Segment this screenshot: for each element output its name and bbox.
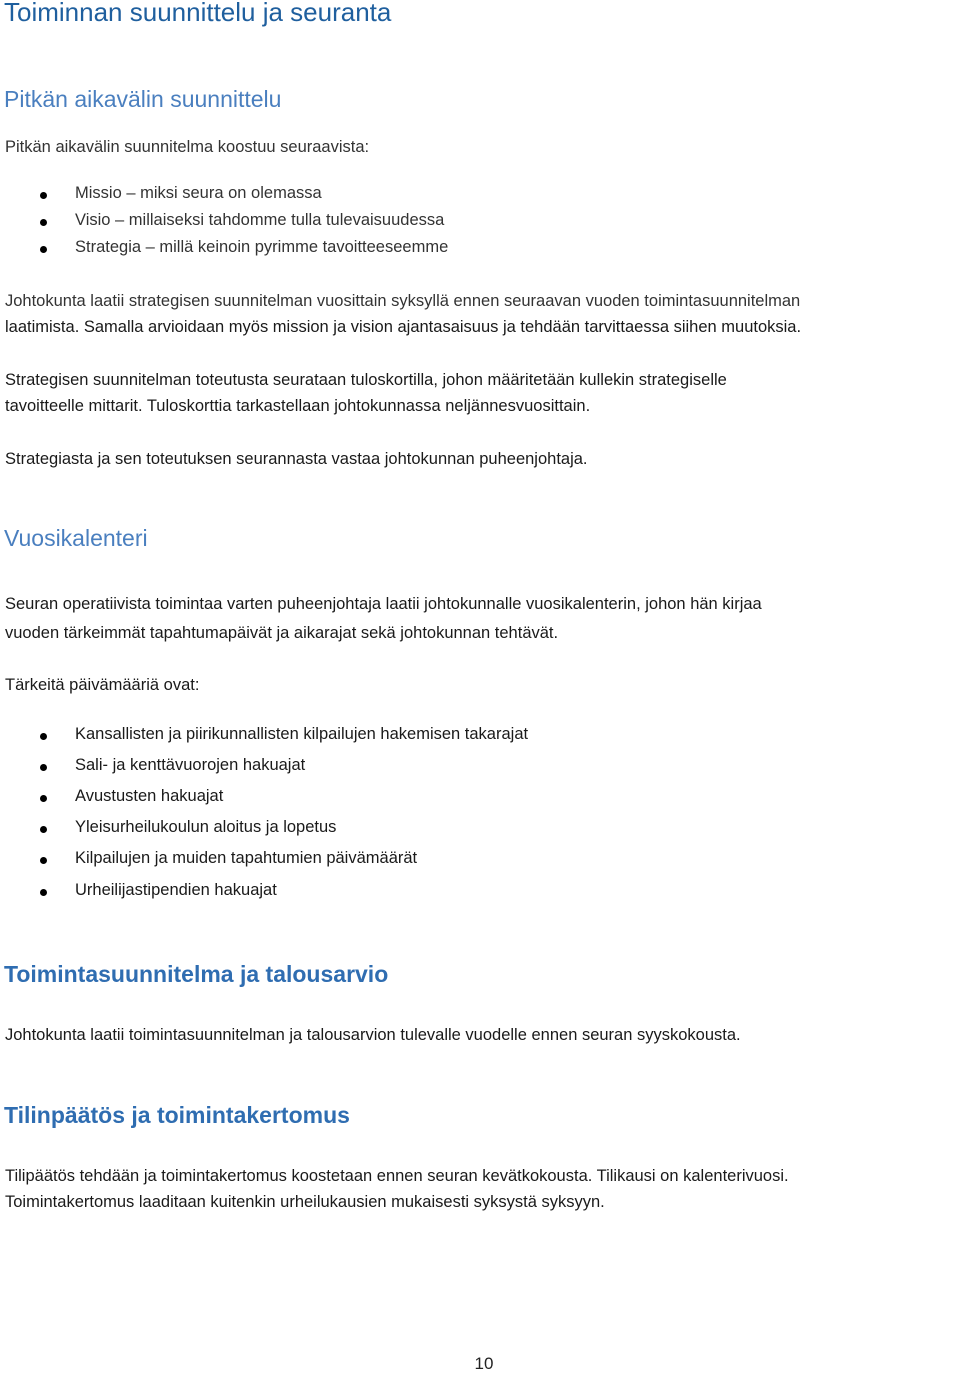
bullet-icon — [40, 733, 47, 740]
section-heading-long-term: Pitkän aikavälin suunnittelu — [4, 86, 282, 112]
paragraph: tavoitteelle mittarit. Tuloskorttia tarkastellaan johtokunnassa neljännesvuosittain. — [5, 397, 591, 415]
section-heading-financial-statement: Tilinpäätös ja toimintakertomus — [4, 1102, 350, 1128]
paragraph: Tilipäätös tehdään ja toimintakertomus koostetaan ennen seuran kevätkokousta. Tilikausi on kalenterivuosi. — [5, 1167, 789, 1185]
section-heading-plan-budget: Toimintasuunnitelma ja talousarvio — [4, 961, 389, 987]
paragraph: Tärkeitä päivämääriä ovat: — [5, 676, 200, 694]
paragraph: Johtokunta laatii toimintasuunnitelman ja talousarvion tulevalle vuodelle ennen seuran syyskokousta. — [5, 1026, 741, 1044]
bullet-icon — [40, 795, 47, 802]
section1-intro: Pitkän aikavälin suunnitelma koostuu seuraavista: — [5, 138, 370, 156]
paragraph: Strategisen suunnitelman toteutusta seurataan tuloskortilla, johon määritetään kullekin strategiselle — [5, 371, 727, 389]
paragraph: Seuran operatiivista toimintaa varten puheenjohtaja laatii johtokunnalle vuosikalenterin, johon hän kirjaa — [5, 595, 762, 613]
bullet-icon — [40, 889, 47, 896]
bullet-icon — [40, 764, 47, 771]
page-number: 10 — [474, 1354, 494, 1373]
bullet-icon — [40, 192, 47, 199]
page-title: Toiminnan suunnittelu ja seuranta — [4, 0, 392, 27]
section-heading-calendar: Vuosikalenteri — [4, 525, 148, 551]
paragraph: vuoden tärkeimmät tapahtumapäivät ja aikarajat sekä johtokunnan tehtävät. — [5, 624, 559, 642]
bullet-icon — [40, 857, 47, 864]
paragraph: Toimintakertomus laaditaan kuitenkin urheilukausien mukaisesti syksystä syksyyn. — [5, 1193, 605, 1211]
paragraph: Johtokunta laatii strategisen suunnitelman vuosittain syksyllä ennen seuraavan vuoden toimintasuunnitelman — [5, 292, 801, 310]
bullet-icon — [40, 219, 47, 226]
bullet-icon — [40, 246, 47, 253]
bullet-icon — [40, 826, 47, 833]
paragraph: Strategiasta ja sen toteutuksen seurannasta vastaa johtokunnan puheenjohtaja. — [5, 450, 588, 468]
paragraph: laatimista. Samalla arvioidaan myös mission ja vision ajantasaisuus ja tehdään tarvittaessa siihen muutoksia. — [5, 318, 802, 336]
